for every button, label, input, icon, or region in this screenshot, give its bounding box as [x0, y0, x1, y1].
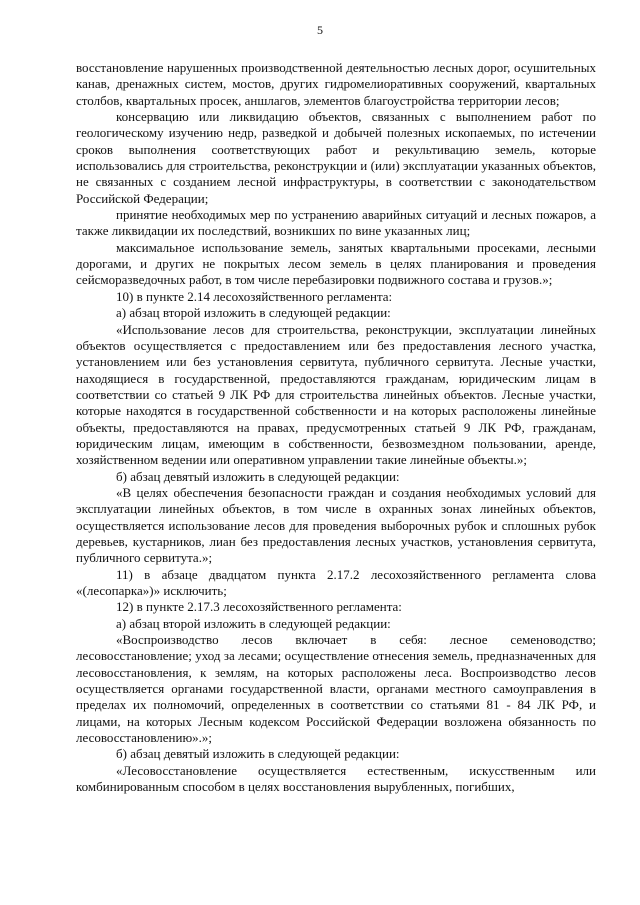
- paragraph: а) абзац второй изложить в следующей редакции:: [116, 305, 391, 321]
- paragraph: «В целях обеспечения безопасности граждан и создания необходимых условий для эксплуатации линейных объектов, в том числе в охранных зонах линейных объектов, осуществляется использование лесов для проведения выборочных рубок и сплошных рубок деревьев, кустарников, лиан без предоставления лесных участков, установления сервитута, публичного сервитута.»;: [76, 484, 596, 566]
- paragraph: а) абзац второй изложить в следующей редакции:: [116, 615, 391, 631]
- paragraph: 12) в пункте 2.17.3 лесохозяйственного регламента:: [116, 599, 402, 615]
- paragraph: «Лесовосстановление осуществляется естественным, искусственным или комбинированным способом в целях восстановления вырубленных, погибших,: [76, 762, 596, 795]
- page-number: 5: [317, 23, 323, 37]
- paragraph: восстановление нарушенных производственной деятельностью лесных дорог, осушительных канав, дренажных систем, мостов, других гидромелиоративных сооружений, квартальных столбов, квартальных просек, аншлагов, элементов благоустройства территории лесов;: [76, 60, 596, 108]
- paragraph: принятие необходимых мер по устранению аварийных ситуаций и лесных пожаров, а также ликвидации их последствий, возникших по вине указанных лиц;: [76, 207, 596, 239]
- paragraph: консервацию или ликвидацию объектов, связанных с выполнением работ по геологическому изучению недр, разведкой и добычей полезных ископаемых, по истечении сроков выполнения соответствующих работ и рекультивацию земель, которые использовались для строительства, реконструкции и (или) эксплуатации указанных объектов, не связанных с созданием лесной инфраструктуры, в соответствии с законодательством Российской Федерации;: [76, 109, 596, 206]
- document-body: [76, 60, 596, 795]
- paragraph: «Использование лесов для строительства, реконструкции, эксплуатации линейных объектов осуществляется с предоставлением или без предоставления лесного участка, установлением или без установления сервитута, публичного сервитута. Лесные участки, находящиеся в государственной, предоставляются гражданам, юридическим лицам в соответствии со статьей 9 ЛК РФ для строительства линейных объектов. Лесные участки, которые находятся в государственной собственности и на которых расположены линейные объекты, предоставляются на правах, предусмотренных статьей 9 ЛК РФ, гражданам, юридическим лицам, имеющим в собственности, безвозмездном пользовании, аренде, хозяйственном ведении или оперативном управлении такие линейные объекты.»;: [76, 321, 596, 468]
- paragraph: б) абзац девятый изложить в следующей редакции:: [116, 468, 400, 484]
- paragraph: максимальное использование земель, занятых квартальными просеками, лесными дорогами, и других не покрытых лесом земель в целях планирования и проведения сейсморазведочных работ, в том числе перебазировки подвижного состава и грузов.»;: [76, 239, 596, 288]
- paragraph: 11) в абзаце двадцатом пункта 2.17.2 лесохозяйственного регламента слова «(лесопарка»)» исключить;: [76, 566, 596, 598]
- paragraph: б) абзац девятый изложить в следующей редакции:: [116, 746, 400, 762]
- paragraph: «Воспроизводство лесов включает в себя: лесное семеноводство; лесовосстановление; уход за лесами; осуществление отнесения земель, предназначенных для лесовосстановления, к землям, на которых расположены леса. Воспроизводство лесов осуществляется органами государственной власти, органами местного самоуправления в пределах их полномочий, определенных в соответствии со статьями 81 - 84 ЛК РФ, и лицами, на которых Лесным кодексом Российской Федерации возложена обязанность по лесовосстановлению».»;: [76, 632, 596, 746]
- paragraph: 10) в пункте 2.14 лесохозяйственного регламента:: [116, 288, 393, 304]
